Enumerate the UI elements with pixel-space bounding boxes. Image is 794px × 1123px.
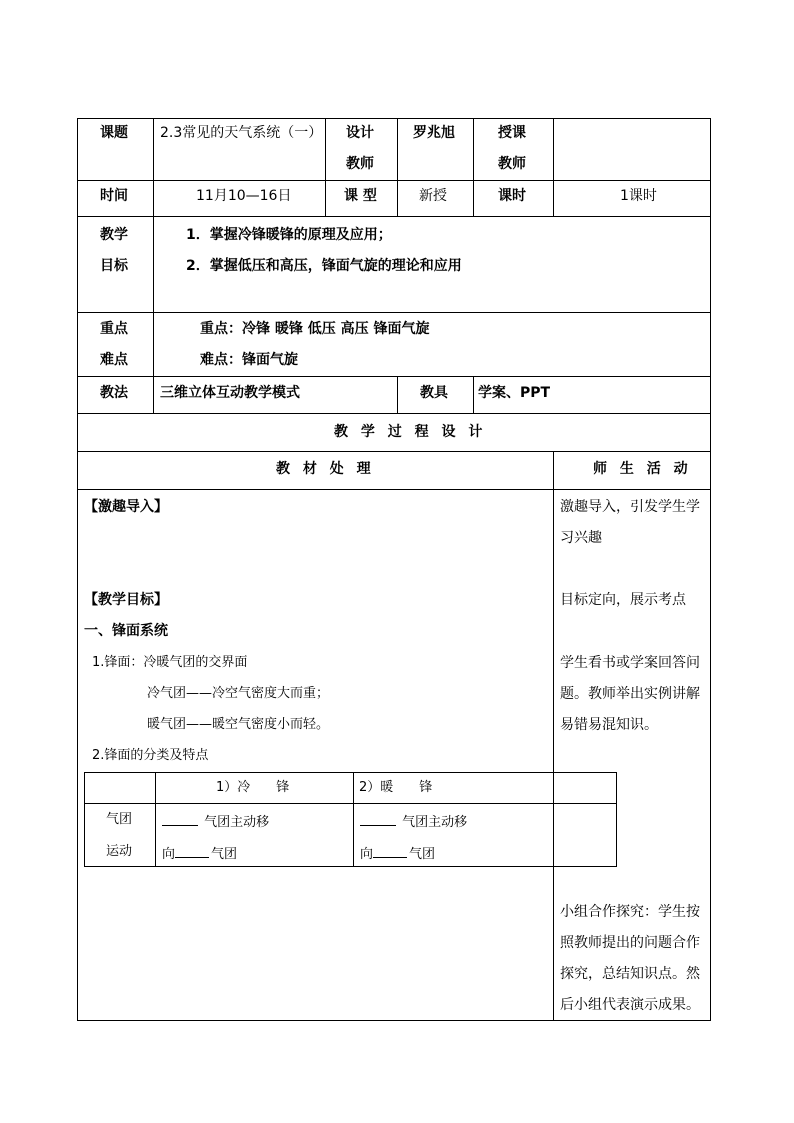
warm-line2-suffix: 气团 — [409, 847, 436, 862]
content-line: 1.锋面：冷暖气团的交界面 — [92, 655, 248, 670]
key-points: 重点：冷锋 暖锋 低压 高压 锋面气旋 — [200, 321, 430, 337]
row-divider — [77, 376, 711, 377]
goals-label-line2: 目标 — [100, 258, 128, 274]
fill-blank[interactable] — [360, 813, 396, 826]
fill-blank[interactable] — [162, 813, 198, 826]
activity-text: 题。教师举出实例讲解 — [560, 686, 700, 702]
time-label: 时间 — [100, 188, 128, 204]
table-border-left — [77, 118, 78, 1021]
activity-text: 小组合作探究：学生按 — [560, 904, 700, 920]
goal-item: 2．掌握低压和高压，锋面气旋的理论和应用 — [186, 258, 462, 274]
cold-front-header: 1）冷 锋 — [216, 780, 290, 795]
teacher-label-line1: 授课 — [498, 125, 526, 141]
section-heading: 一、锋面系统 — [84, 623, 168, 639]
type-value: 新授 — [419, 188, 447, 204]
process-title: 教 学 过 程 设 计 — [334, 424, 487, 440]
row-label-line1: 气团 — [106, 812, 133, 827]
content-line: 2.锋面的分类及特点 — [92, 748, 209, 763]
inner-table-mid — [84, 803, 617, 804]
fill-blank[interactable] — [373, 845, 407, 858]
warm-front-header: 2）暖 锋 — [359, 780, 433, 795]
intro-heading: 【激趣导入】 — [84, 499, 168, 515]
col-material-header: 教 材 处 理 — [276, 461, 375, 477]
goals-heading: 【教学目标】 — [84, 592, 168, 608]
activity-text: 目标定向，展示考点 — [560, 592, 686, 608]
cold-front-cell — [162, 845, 237, 861]
type-label: 课 型 — [344, 188, 377, 204]
col-divider — [397, 376, 398, 413]
col-divider — [153, 216, 154, 376]
row-divider — [77, 216, 711, 217]
activity-text: 学生看书或学案回答问 — [560, 655, 700, 671]
difficult-points: 难点：锋面气旋 — [200, 352, 298, 368]
table-border-right — [710, 118, 711, 1021]
col-divider — [473, 376, 474, 413]
teacher-label-line2: 教师 — [498, 156, 526, 172]
goal-item: 1．掌握冷锋暖锋的原理及应用； — [186, 227, 392, 243]
activity-text: 习兴趣 — [560, 530, 602, 546]
row-divider — [77, 180, 711, 181]
tools-label: 教具 — [420, 385, 448, 401]
cold-line2-suffix: 气团 — [211, 847, 238, 862]
activity-text: 探究，总结知识点。然 — [560, 966, 700, 982]
cold-front-cell — [162, 813, 269, 829]
inner-col-divider — [84, 772, 85, 867]
keypoints-label-line2: 难点 — [100, 352, 128, 368]
activity-text: 照教师提出的问题合作 — [560, 935, 700, 951]
table-border-bottom — [77, 1020, 711, 1021]
goals-label-line1: 教学 — [100, 227, 128, 243]
content-line: 暖气团——暖空气密度小而轻。 — [147, 717, 330, 732]
designer-label-line1: 设计 — [346, 125, 374, 141]
activity-text: 易错易混知识。 — [560, 717, 658, 733]
activity-text: 后小组代表演示成果。 — [560, 997, 700, 1013]
time-value: 11月10—16日 — [196, 188, 292, 204]
warm-line2-prefix: 向 — [360, 847, 374, 862]
activity-text: 激趣导入，引发学生学 — [560, 499, 700, 515]
cold-line1: 气团主动移 — [204, 815, 270, 830]
inner-table-top — [84, 772, 617, 773]
cold-line2-prefix: 向 — [162, 847, 176, 862]
row-divider — [77, 312, 711, 313]
tools-value: 学案、PPT — [478, 385, 551, 401]
warm-line1: 气团主动移 — [402, 815, 468, 830]
hours-value: 1课时 — [620, 188, 657, 204]
designer-label-line2: 教师 — [346, 156, 374, 172]
col-divider — [153, 376, 154, 413]
keypoints-label-line1: 重点 — [100, 321, 128, 337]
col-divider — [473, 118, 474, 216]
fill-blank[interactable] — [175, 845, 209, 858]
inner-col-divider — [353, 772, 354, 867]
method-label: 教法 — [100, 385, 128, 401]
content-line: 冷气团——冷空气密度大而重； — [147, 686, 330, 701]
row-divider — [77, 451, 711, 452]
col-divider — [397, 118, 398, 216]
inner-col-divider — [616, 772, 617, 867]
topic-label: 课题 — [100, 125, 128, 141]
method-value: 三维立体互动教学模式 — [160, 385, 300, 401]
col-divider — [553, 118, 554, 216]
row-divider — [77, 413, 711, 414]
col-divider — [325, 118, 326, 216]
warm-front-cell — [360, 845, 435, 861]
row-divider — [77, 489, 711, 490]
col-divider — [153, 118, 154, 216]
row-label-line2: 运动 — [106, 844, 133, 859]
inner-col-divider — [155, 772, 156, 867]
hours-label: 课时 — [498, 188, 526, 204]
topic-value: 2.3常见的天气系统（一） — [160, 125, 323, 141]
designer-value: 罗兆旭 — [413, 125, 455, 141]
inner-table-bottom — [84, 866, 617, 867]
table-border-top — [77, 118, 711, 119]
col-divider — [553, 451, 554, 1021]
col-activity-header: 师 生 活 动 — [593, 461, 692, 477]
warm-front-cell — [360, 813, 467, 829]
